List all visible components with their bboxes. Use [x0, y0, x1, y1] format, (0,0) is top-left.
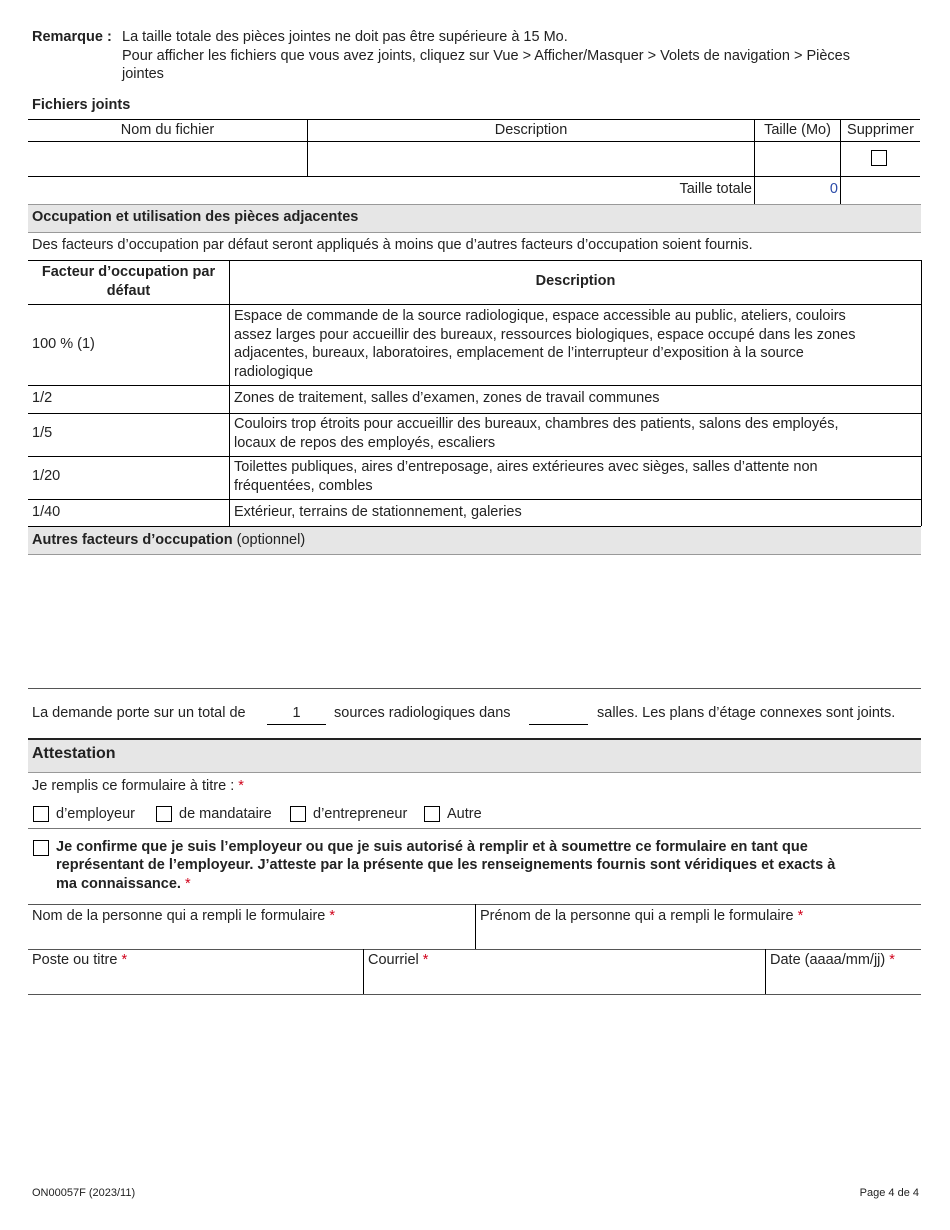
description-line: Espace de commande de la source radiologique, espace accessible au public, ateliers, couloirs [234, 308, 846, 324]
description-line: fréquentées, combles [234, 478, 373, 494]
description-line: locaux de repos des employés, escaliers [234, 435, 496, 451]
remark-line-3: jointes [122, 66, 164, 82]
contractor-checkbox[interactable] [290, 806, 306, 822]
delete-file-checkbox[interactable] [871, 150, 887, 166]
required-marker: * [422, 952, 429, 968]
remark-line-2: Pour afficher les fichiers que vous avez joints, cliquez sur Vue > Afficher/Masquer > Volets de navigation > Pièces [122, 48, 850, 64]
request-suffix: salles. Les plans d’étage connexes sont joints. [597, 705, 896, 721]
page-number: Page 4 de 4 [859, 1187, 919, 1199]
description-line: Toilettes publiques, aires d’entreposage, aires extérieures avec sièges, salles d’attente non [234, 459, 818, 475]
required-marker: * [238, 778, 244, 794]
agent-option-label: de mandataire [179, 806, 272, 822]
col-header-description: Description [494, 122, 568, 138]
col-header-factor-1: Facteur d’occupation par [41, 264, 216, 280]
other-option-label: Autre [447, 806, 482, 822]
form-id: ON00057F (2023/11) [32, 1187, 136, 1199]
required-marker: * [184, 876, 191, 892]
description-line: Zones de traitement, salles d’examen, zones de travail communes [234, 390, 660, 406]
contractor-option-label: d’entrepreneur [313, 806, 408, 822]
date-field[interactable] [768, 972, 919, 992]
sources-count-field[interactable]: 1 [292, 705, 301, 721]
file-description-cell[interactable] [309, 143, 752, 174]
required-marker: * [797, 908, 804, 924]
last-name-field[interactable] [30, 928, 473, 947]
total-size-value: 0 [829, 181, 838, 197]
col-header-file-name: Nom du fichier [120, 122, 215, 138]
factor-cell: 1/2 [32, 390, 53, 406]
request-prefix: La demande porte sur un total de [32, 705, 246, 721]
factor-cell: 1/5 [32, 425, 53, 441]
required-marker: * [121, 952, 128, 968]
request-middle: sources radiologiques dans [334, 705, 511, 721]
email-field[interactable] [366, 972, 763, 992]
agent-checkbox[interactable] [156, 806, 172, 822]
confirm-line: Je confirme que je suis l’employeur ou que je suis autorisé à remplir et à soumettre ce formulaire en tant que [56, 839, 808, 855]
capacity-label: Je remplis ce formulaire à titre : [32, 778, 235, 794]
description-line: Couloirs trop étroits pour accueillir des bureaux, chambres des patients, salons des employés, [234, 416, 839, 432]
occupancy-intro: Des facteurs d’occupation par défaut seront appliqués à moins que d’autres facteurs d’occupation soient fournis. [32, 237, 753, 253]
other-factors-optional: (optionnel) [236, 532, 306, 548]
attachments-title: Fichiers joints [32, 97, 131, 113]
occupancy-title: Occupation et utilisation des pièces adjacentes [32, 209, 359, 225]
col-header-occupancy-description: Description [535, 273, 616, 289]
employer-option-label: d’employeur [56, 806, 135, 822]
factor-cell: 1/20 [32, 468, 61, 484]
factor-cell: 100 % (1) [32, 336, 95, 352]
total-size-label: Taille totale [679, 181, 752, 197]
description-line: adjacentes, bureaux, laboratoires, emplacement de l’interrupteur d’exposition à la source [234, 345, 804, 361]
other-checkbox[interactable] [424, 806, 440, 822]
email-label: Courriel [368, 952, 419, 968]
other-factors-title: Autres facteurs d’occupation [32, 532, 233, 548]
confirm-line: représentant de l’employeur. J’atteste par la présente que les renseignements fournis sont véridiques et exacts à [56, 857, 836, 873]
col-header-size: Taille (Mo) [764, 122, 831, 138]
other-factors-field[interactable] [30, 557, 919, 685]
confirm-checkbox[interactable] [33, 840, 49, 856]
required-marker: * [889, 952, 895, 968]
attestation-title: Attestation [32, 745, 116, 762]
remark-label: Remarque : [32, 29, 112, 45]
first-name-field[interactable] [478, 928, 919, 947]
description-line: radiologique [234, 364, 314, 380]
attestation-header [28, 740, 921, 772]
employer-checkbox[interactable] [33, 806, 49, 822]
rooms-count-field[interactable] [529, 705, 588, 723]
file-name-cell[interactable] [30, 143, 305, 174]
last-name-label: Nom de la personne qui a rempli le formulaire [32, 908, 326, 924]
first-name-label: Prénom de la personne qui a rempli le formulaire [480, 908, 794, 924]
col-header-delete: Supprimer [847, 122, 914, 138]
description-line: assez larges pour accueillir des bureaux, ressources biologiques, espace occupé dans les zones [234, 327, 856, 343]
confirm-line: ma connaissance. [56, 876, 181, 892]
col-header-factor-2: défaut [106, 283, 151, 299]
required-marker: * [329, 908, 336, 924]
remark-line-1: La taille totale des pièces jointes ne doit pas être supérieure à 15 Mo. [122, 29, 568, 45]
position-label: Poste ou titre [32, 952, 118, 968]
position-field[interactable] [30, 972, 361, 992]
factor-cell: 1/40 [32, 504, 61, 520]
description-line: Extérieur, terrains de stationnement, galeries [234, 504, 522, 520]
date-label: Date (aaaa/mm/jj) [770, 952, 886, 968]
file-size-cell [756, 143, 838, 174]
